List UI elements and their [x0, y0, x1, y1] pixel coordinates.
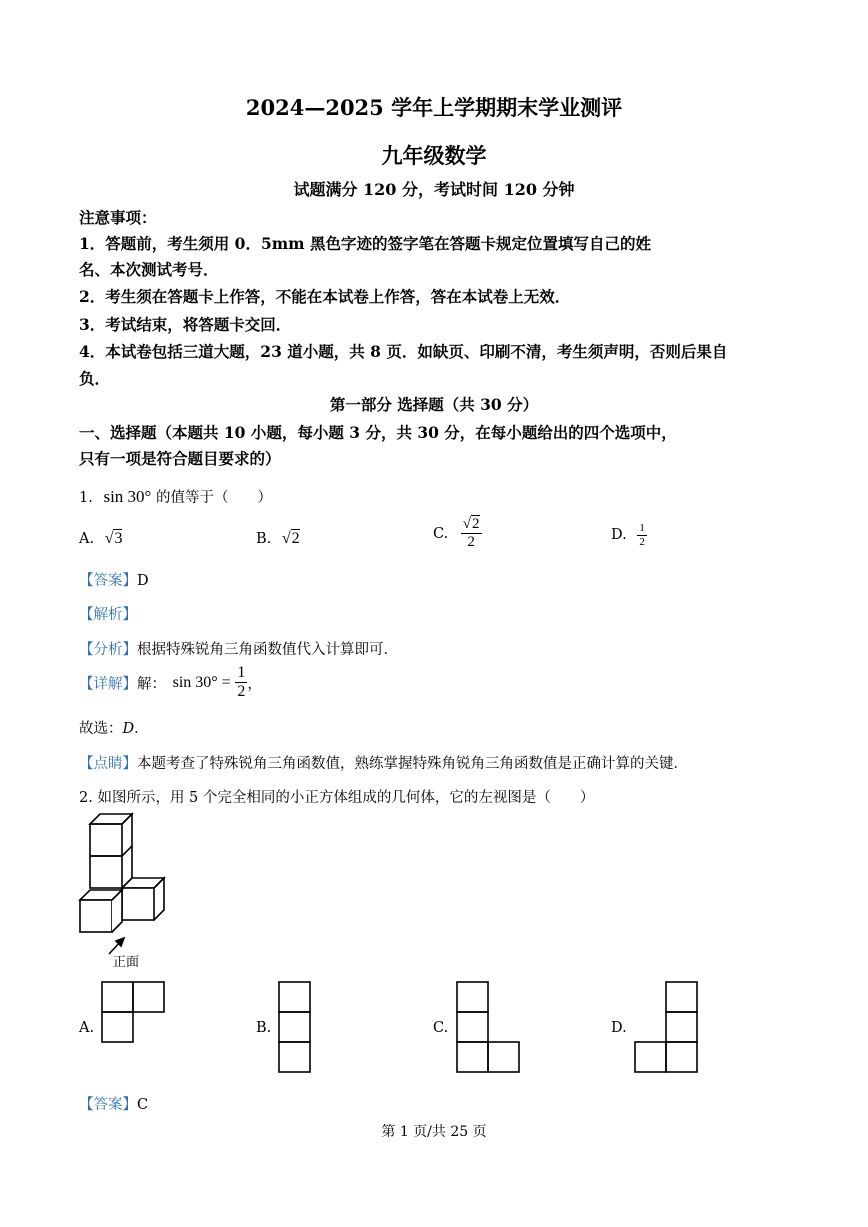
- q1-expression: sin 30°: [103, 487, 152, 506]
- side-face: [154, 878, 164, 920]
- section-heading-line-2: 只有一项是符合题目要求的）: [79, 449, 281, 468]
- q1-option-c-label: C.: [433, 525, 449, 542]
- q1-choose-end: ．: [134, 721, 149, 737]
- q1-xiangjie-denominator: 2: [237, 683, 246, 701]
- q1-option-d-fraction: [637, 522, 647, 548]
- q1-fenxi-text: 根据特殊锐角三角函数值代入计算即可．: [137, 642, 398, 658]
- notice-item-1-line-2: 名、本次测试考号．: [79, 260, 219, 279]
- q2-front-label: 正面: [113, 955, 140, 970]
- q2-option-b-label: B.: [256, 1020, 272, 1036]
- q1-option-a-value: √3: [104, 530, 123, 547]
- cube-face: [90, 856, 122, 888]
- q1-answer: [79, 569, 149, 590]
- q2-option-a-label: A.: [79, 1020, 95, 1036]
- cube-face: [90, 824, 122, 856]
- q1-xiangjie-suffix: ，: [247, 676, 262, 693]
- q1-answer-tag: 【答案】: [79, 573, 137, 589]
- q1-option-d: [611, 522, 647, 548]
- q1-option-d-numerator: 1: [639, 522, 645, 534]
- q1-fenxi: [79, 638, 398, 659]
- q1-option-b: [256, 530, 300, 548]
- q1-option-b-radicand: 2: [291, 530, 300, 547]
- q1-xiangjie-fraction: [235, 664, 247, 702]
- q1-option-b-value: √2: [281, 530, 300, 547]
- q1-stem-text: 的值等于（ ）: [155, 490, 272, 506]
- edge: [122, 846, 132, 856]
- q1-choose: [79, 717, 149, 738]
- q1-xiangjie-expression: sin 30° =: [172, 673, 231, 691]
- q2-solid-figure: [76, 812, 171, 940]
- q1-stem: [79, 486, 272, 507]
- q1-choose-letter: D: [122, 721, 135, 737]
- cube-face: [80, 900, 112, 932]
- q2-option-d-view: [633, 980, 701, 1075]
- cube-face: [122, 888, 154, 920]
- page-footer: 第 1 页/共 25 页: [381, 1124, 487, 1140]
- q2-option-c-view: [455, 980, 523, 1075]
- q1-option-c-fraction: $\frac{√2}{2}$: [462, 516, 480, 551]
- q1-option-c-numerator: 2: [472, 516, 480, 532]
- part1-heading: 第一部分 选择题（共 30 分）: [329, 395, 539, 414]
- q1-number: 1.: [79, 490, 93, 506]
- q1-option-d-label: D.: [611, 527, 627, 544]
- q1-answer-value: D: [137, 573, 149, 589]
- section-heading-line-1: 一、选择题（本题共 10 小题，每小题 3 分，共 30 分，在每小题给出的四个选项中，: [79, 423, 677, 442]
- q1-dianjing-text: 本题考查了特殊锐角三角函数值，熟练掌握特殊角锐角三角函数值是正确计算的关键．: [137, 756, 688, 772]
- q1-xiangjie-prefix: 解：: [137, 676, 166, 693]
- notice-item-4-line-1: 4．本试卷包括三道大题，23 道小题，共 8 页．如缺页、印刷不清，考生须声明，否则后果自: [79, 342, 728, 361]
- q1-xiangjie: [79, 664, 262, 702]
- q2-option-d-label: D.: [611, 1020, 627, 1036]
- top-face: [122, 878, 164, 888]
- top-face: [90, 814, 132, 824]
- q1-option-d-denominator: 2: [639, 535, 645, 548]
- q2-answer-tag: 【答案】: [79, 1097, 137, 1113]
- exam-subject: 九年级数学: [381, 143, 487, 168]
- q1-choose-text: 故选：: [79, 721, 123, 737]
- q1-option-a: [79, 530, 122, 548]
- q2-answer: [79, 1093, 148, 1114]
- q1-option-a-radicand: 3: [114, 530, 123, 547]
- notice-item-3: 3．考试结束，将答题卡交回．: [79, 315, 292, 334]
- q2-option-c-label: C.: [433, 1020, 449, 1036]
- q2-stem: 2. 如图所示，用 5 个完全相同的小正方体组成的几何体，它的左视图是（ ）: [79, 790, 595, 806]
- q1-xiangjie-numerator: 1: [235, 664, 247, 683]
- exam-info: 试题满分 120 分，考试时间 120 分钟: [293, 180, 575, 199]
- q1-option-b-label: B.: [256, 531, 272, 547]
- q1-option-c-denominator: 2: [467, 534, 475, 551]
- q2-option-b-view: [277, 980, 313, 1075]
- q2-answer-value: C: [137, 1097, 149, 1113]
- notice-item-4-line-2: 负．: [79, 369, 111, 388]
- q1-option-c: [433, 516, 482, 552]
- q1-analysis-tag: 【解析】: [79, 607, 137, 623]
- notice-item-1-line-1: 1．答题前，考生须用 0．5mm 黑色字迹的签字笔在答题卡规定位置填写自己的姓: [79, 234, 651, 253]
- q1-option-a-label: A.: [79, 531, 95, 547]
- q1-fenxi-tag: 【分析】: [79, 642, 137, 658]
- q2-option-a-view: [100, 980, 168, 1044]
- notice-heading: 注意事项：: [79, 208, 157, 227]
- notice-item-2: 2．考生须在答题卡上作答，不能在本试卷上作答，答在本试卷上无效．: [79, 287, 571, 306]
- q1-xiangjie-tag: 【详解】: [79, 676, 137, 693]
- exam-title: 2024—2025 学年上学期期末学业测评: [245, 95, 623, 120]
- q1-dianjing-tag: 【点睛】: [79, 756, 137, 772]
- q1-dianjing: [79, 752, 688, 773]
